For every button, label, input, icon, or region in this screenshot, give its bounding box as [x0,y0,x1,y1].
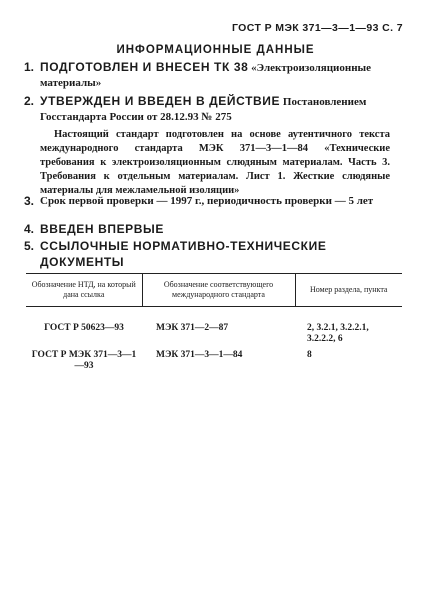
table-row [26,345,402,372]
info-item-4 [24,222,406,238]
table-header-row [26,274,402,307]
cell-intl: МЭК 371—2—87 [156,323,229,333]
cell-section: 2, 3.2.1, 3.2.2.1, 3.2.2.2, 6 [307,323,369,344]
table-row [26,307,402,346]
column-header-ntd: Обозначение НТД, на который дана ссылка [26,274,142,307]
cell-ntd: ГОСТ Р 50623—93 [44,323,124,333]
item-number: 3. [24,194,35,208]
item-heading: ПОДГОТОВЛЕН И ВНЕСЕН ТК 38 [40,60,249,74]
item-heading: УТВЕРЖДЕН И ВВЕДЕН В ДЕЙСТВИЕ [40,94,281,108]
section-title: ИНФОРМАЦИОННЫЕ ДАННЫЕ [116,44,315,56]
item-text: «Электроизоляционные материалы» [40,62,372,89]
item-number: 2. [24,94,35,108]
standard-description: Настоящий стандарт подготовлен на основе аутентичного текста международного стандарта МЭК 371—3—1—84 «Технические требования к электроизоляционным слюдяным материалам. Часть 3. Требования к отдельным материалам. Лист 1. Жесткие слюдяные материалы для межламельной изоляции» [40,129,390,196]
item-number: 4. [24,222,35,236]
item-heading: ССЫЛОЧНЫЕ НОРМАТИВНО-ТЕХНИЧЕСКИЕ ДОКУМЕНТЫ [40,239,327,269]
item-heading: ВВЕДЕН ВПЕРВЫЕ [40,222,165,236]
item-number: 1. [24,60,35,74]
column-header-intl: Обозначение соответствующего международного стандарта [142,274,295,307]
info-item-3 [24,194,406,208]
cell-ntd: ГОСТ Р МЭК 371—3—1—93 [31,350,137,371]
info-item-5 [24,239,406,271]
item-text: Постановлением Госстандарта России от 28.12.93 № 275 [40,96,367,123]
info-item-2 [24,94,406,125]
column-header-section: Номер раздела, пункта [295,274,402,307]
page-header: ГОСТ Р МЭК 371—3—1—93 С. 7 [231,22,403,34]
info-item-1 [24,60,406,91]
cell-intl: МЭК 371—3—1—84 [156,350,243,360]
item-text: Срок первой проверки — 1997 г., периодичность проверки — 5 лет [40,195,374,207]
references-table [26,273,402,372]
cell-section: 8 [307,350,312,360]
item-number: 5. [24,239,35,253]
